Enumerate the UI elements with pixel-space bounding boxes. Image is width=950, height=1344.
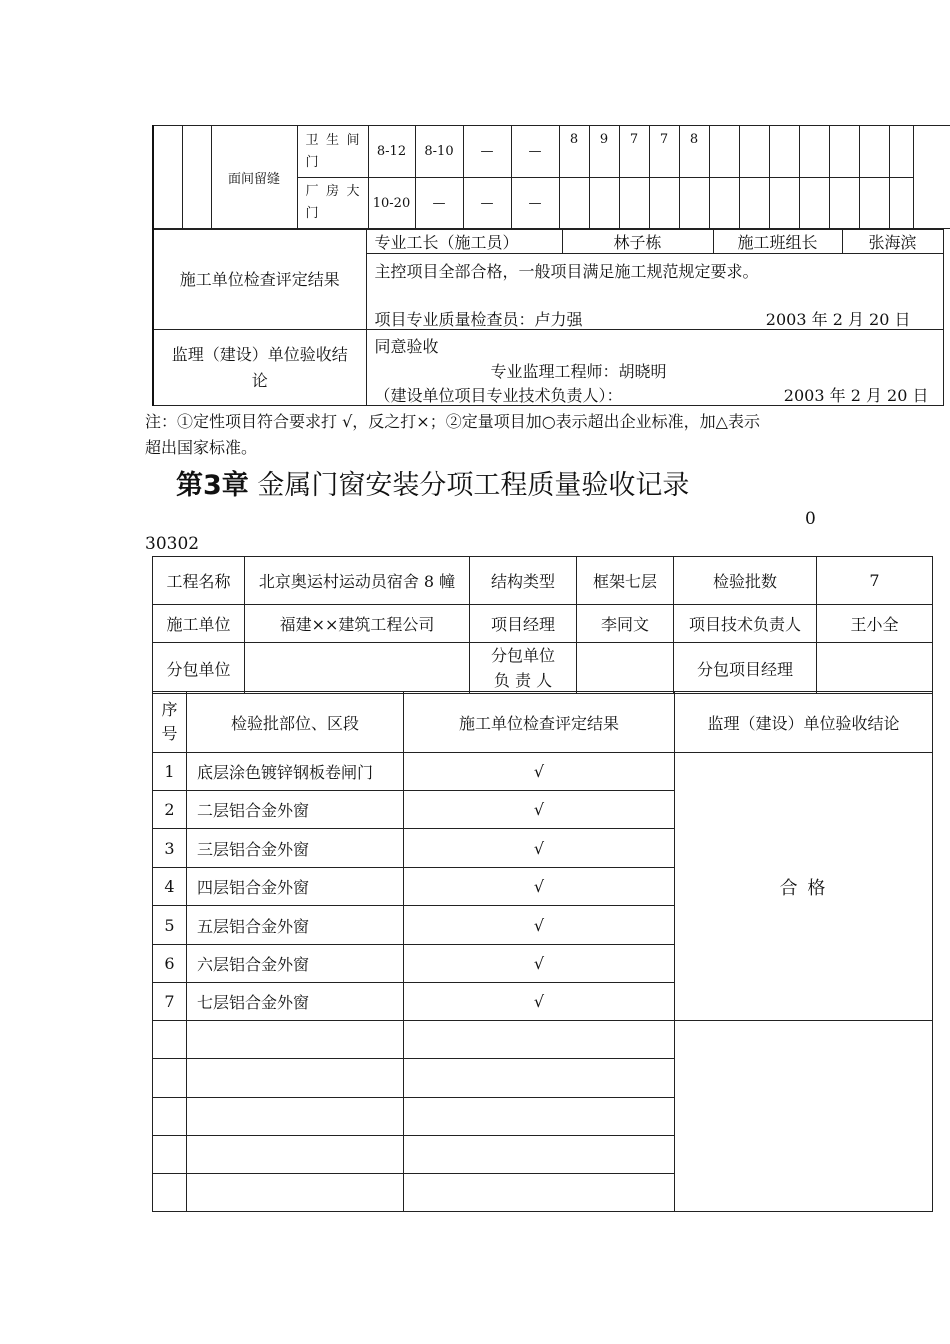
team-leader-label: 施工班组长 bbox=[713, 230, 842, 254]
owner-line: （建设单位项目专业技术负责人）： bbox=[374, 386, 623, 405]
supervision-conclusion-cell: 合 格 bbox=[675, 753, 933, 1021]
table-row: 1 底层涂色镀锌钢板卷闸门 √ 合 格 bbox=[153, 753, 933, 791]
item-name: 卫 生 间 门 bbox=[297, 126, 368, 178]
table-row: 5 五层铝合金外窗 √ bbox=[153, 906, 933, 945]
chapter-number: 第3章 bbox=[176, 470, 249, 501]
item-category: 面间留缝 bbox=[211, 126, 297, 229]
table-row: 厂 房 大 门 10-20 — — — bbox=[153, 178, 950, 229]
supervision-label: 监理（建设）单位验收结 论 bbox=[153, 330, 366, 406]
batch-count-label: 检验批数 bbox=[674, 557, 817, 605]
chapter-text: 金属门窗安装分项工程质量验收记录 bbox=[257, 470, 690, 501]
header-seq: 序 号 bbox=[153, 692, 187, 753]
tech-lead-value: 王小全 bbox=[817, 605, 933, 643]
subcontractor-label: 分包单位 bbox=[153, 643, 245, 694]
measure-cell: 9 bbox=[589, 126, 619, 178]
table-row: 2 二层铝合金外窗 √ bbox=[153, 791, 933, 829]
chapter-title bbox=[176, 463, 689, 502]
result-text: 主控项目全部合格，一般项目满足施工规范规定要求。 bbox=[374, 262, 759, 281]
table-row: 3 三层铝合金外窗 √ bbox=[153, 829, 933, 868]
note-line-2: 超出国家标准。 bbox=[145, 438, 258, 457]
tech-lead-label: 项目技术负责人 bbox=[674, 605, 817, 643]
batch-count-value: 7 bbox=[817, 557, 933, 605]
structure-label: 结构类型 bbox=[470, 557, 577, 605]
sub-pm-value bbox=[817, 643, 933, 694]
table-row bbox=[153, 1021, 933, 1059]
inspector-line: 项目专业质量检查员：卢力强 bbox=[374, 310, 583, 329]
note-line-1: 注：①定性项目符合要求打 √，反之打×；②定量项目加○表示超出企业标准，加△表示 bbox=[145, 412, 760, 431]
inspection-date: 2003 年 2 月 20 日 bbox=[765, 310, 911, 329]
project-info-table bbox=[152, 556, 933, 694]
header-supervision-result: 监理（建设）单位验收结论 bbox=[675, 692, 933, 753]
inspection-items-table bbox=[152, 125, 950, 229]
project-name-label: 工程名称 bbox=[153, 557, 245, 605]
table-row: 面间留缝 卫 生 间 门 8-12 8-10 — — 8 9 7 7 8 bbox=[153, 126, 950, 178]
foreman-name: 林子栋 bbox=[562, 230, 713, 254]
engineer-line: 专业监理工程师：胡晓明 bbox=[490, 362, 667, 381]
foreman-label: 专业工长（施工员） bbox=[366, 230, 562, 254]
sub-pm-label: 分包项目经理 bbox=[674, 643, 817, 694]
record-code-suffix: 0 bbox=[805, 509, 816, 529]
team-leader-name: 张海滨 bbox=[842, 230, 943, 254]
table-row: 7 七层铝合金外窗 √ bbox=[153, 983, 933, 1021]
header-location: 检验批部位、区段 bbox=[187, 692, 404, 753]
construction-check-label: 施工单位检查评定结果 bbox=[153, 230, 366, 330]
sub-head-label: 分包单位 负 责 人 bbox=[470, 643, 577, 694]
pm-value: 李同文 bbox=[577, 605, 674, 643]
table-row: 4 四层铝合金外窗 √ bbox=[153, 868, 933, 906]
construction-check-result bbox=[366, 254, 943, 330]
measure-cell: 8 bbox=[559, 126, 589, 178]
measure-cell: 7 bbox=[619, 126, 649, 178]
structure-value: 框架七层 bbox=[577, 557, 674, 605]
table-row: 6 六层铝合金外窗 √ bbox=[153, 945, 933, 983]
record-code: 30302 bbox=[145, 534, 200, 554]
subcontractor-value bbox=[245, 643, 470, 694]
supervision-conclusion: 同意验收 bbox=[374, 337, 439, 356]
measure-cell: 8 bbox=[679, 126, 709, 178]
sub-head-value bbox=[577, 643, 674, 694]
project-name: 北京奥运村运动员宿舍 8 幢 bbox=[245, 557, 470, 605]
constructor-label: 施工单位 bbox=[153, 605, 245, 643]
header-construction-result: 施工单位检查评定结果 bbox=[404, 692, 675, 753]
batch-results-table bbox=[152, 691, 933, 1212]
pm-label: 项目经理 bbox=[470, 605, 577, 643]
supervision-date: 2003 年 2 月 20 日 bbox=[783, 386, 929, 405]
supervision-result bbox=[366, 330, 943, 406]
signature-table bbox=[152, 229, 944, 406]
item-name: 厂 房 大 门 bbox=[297, 178, 368, 229]
measure-cell: 7 bbox=[649, 126, 679, 178]
constructor-value: 福建××建筑工程公司 bbox=[245, 605, 470, 643]
